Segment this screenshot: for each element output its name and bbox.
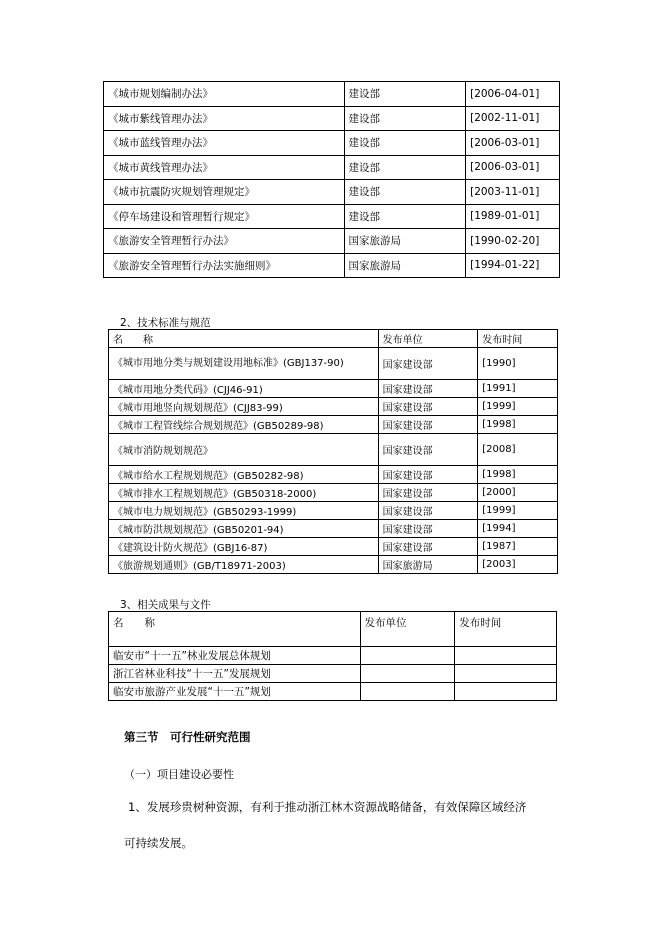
cell-date: [1994] [478, 520, 558, 538]
section-heading: 第三节 可行性研究范围 [124, 730, 251, 744]
cell-date: [1987] [478, 538, 558, 556]
section-2-caption: 2、技术标准与规范 [120, 317, 211, 329]
cell-org [360, 647, 455, 665]
table-row [104, 204, 560, 229]
cell-name: 《旅游安全管理暂行办法》 [104, 229, 345, 254]
table-row [104, 106, 560, 131]
cell-date [455, 647, 557, 665]
table-header-row [109, 330, 558, 348]
cell-org: 国家建设部 [378, 348, 478, 380]
header-date: 发布时间 [478, 330, 558, 348]
cell-org [360, 665, 455, 683]
cell-date [455, 665, 557, 683]
header-org: 发布单位 [378, 330, 478, 348]
cell-name: 《建筑设计防火规范》(GBJ16-87) [109, 538, 379, 556]
cell-org: 建设部 [344, 180, 466, 205]
cell-date: [2002-11-01] [466, 106, 560, 131]
cell-name: 《旅游安全管理暂行办法实施细则》 [104, 253, 345, 278]
table-row [109, 348, 558, 380]
table-header-row [109, 612, 557, 647]
cell-date: [2006-03-01] [466, 155, 560, 180]
cell-org: 国家旅游局 [344, 229, 466, 254]
cell-date: [1990] [478, 348, 558, 380]
table-row [109, 502, 558, 520]
cell-date: [2008] [478, 434, 558, 466]
cell-name: 《旅游规划通则》(GB/T18971-2003) [109, 556, 379, 574]
cell-org: 建设部 [344, 131, 466, 156]
cell-org: 国家旅游局 [378, 556, 478, 574]
related-documents-table [108, 611, 557, 701]
cell-date: [1990-02-20] [466, 229, 560, 254]
cell-date: [2003-11-01] [466, 180, 560, 205]
cell-name: 临安市旅游产业发展“十一五”规划 [109, 683, 361, 701]
cell-name: 《城市给水工程规划规范》(GB50282-98) [109, 466, 379, 484]
cell-org: 国家建设部 [378, 538, 478, 556]
cell-date: [2006-04-01] [466, 82, 560, 107]
cell-date: [1989-01-01] [466, 204, 560, 229]
cell-org: 国家建设部 [378, 466, 478, 484]
header-name: 名 称 [109, 612, 361, 647]
cell-name: 《城市用地分类与规划建设用地标准》(GBJ137-90) [109, 348, 379, 380]
section-3-caption: 3、相关成果与文件 [120, 599, 211, 611]
cell-org: 国家建设部 [378, 398, 478, 416]
cell-org: 国家建设部 [378, 434, 478, 466]
table-row [104, 253, 560, 278]
paragraph-line-2: 可持续发展。 [124, 836, 193, 850]
cell-date: [2006-03-01] [466, 131, 560, 156]
table-row [109, 484, 558, 502]
cell-date: [1999] [478, 502, 558, 520]
table-row [109, 416, 558, 434]
table-row [104, 82, 560, 107]
cell-org: 建设部 [344, 155, 466, 180]
cell-org [360, 683, 455, 701]
cell-name: 《停车场建设和管理暂行规定》 [104, 204, 345, 229]
table-row [109, 538, 558, 556]
table-row [109, 665, 557, 683]
cell-name: 《城市电力规划规范》(GB50293-1999) [109, 502, 379, 520]
cell-org: 国家建设部 [378, 520, 478, 538]
cell-org: 国家建设部 [378, 380, 478, 398]
standards-table [108, 329, 558, 574]
cell-name: 《城市蓝线管理办法》 [104, 131, 345, 156]
cell-name: 《城市排水工程规划规范》(GB50318-2000) [109, 484, 379, 502]
cell-date: [1998] [478, 416, 558, 434]
cell-date: [2000] [478, 484, 558, 502]
cell-date: [1998] [478, 466, 558, 484]
cell-date: [1999] [478, 398, 558, 416]
cell-org: 建设部 [344, 106, 466, 131]
table-row [109, 520, 558, 538]
cell-name: 《城市用地分类代码》(CJJ46-91) [109, 380, 379, 398]
cell-org: 国家建设部 [378, 484, 478, 502]
subheading: （一）项目建设必要性 [124, 768, 234, 781]
cell-name: 《城市工程管线综合规划规范》(GB50289-98) [109, 416, 379, 434]
cell-date: [1991] [478, 380, 558, 398]
cell-date: [1994-01-22] [466, 253, 560, 278]
table-row [104, 180, 560, 205]
table-row [109, 434, 558, 466]
cell-date [455, 683, 557, 701]
cell-name: 《城市消防规划规范》 [109, 434, 379, 466]
paragraph-line-1: 1、发展珍贵树种资源，有利于推动浙江林木资源战略储备，有效保障区域经济 [128, 800, 527, 814]
table-row [104, 155, 560, 180]
cell-name: 临安市“十一五”林业发展总体规划 [109, 647, 361, 665]
cell-date: [2003] [478, 556, 558, 574]
cell-org: 国家建设部 [378, 416, 478, 434]
table-row [109, 466, 558, 484]
cell-name: 《城市规划编制办法》 [104, 82, 345, 107]
table-row [109, 647, 557, 665]
header-date: 发布时间 [455, 612, 557, 647]
regulations-table [103, 81, 560, 278]
table-row [109, 398, 558, 416]
cell-org: 建设部 [344, 82, 466, 107]
cell-name: 《城市抗震防灾规划管理规定》 [104, 180, 345, 205]
header-org: 发布单位 [360, 612, 455, 647]
cell-org: 国家旅游局 [344, 253, 466, 278]
cell-name: 《城市紫线管理办法》 [104, 106, 345, 131]
cell-org: 国家建设部 [378, 502, 478, 520]
table-row [109, 380, 558, 398]
table-row [104, 131, 560, 156]
cell-org: 建设部 [344, 204, 466, 229]
cell-name: 《城市黄线管理办法》 [104, 155, 345, 180]
cell-name: 浙江省林业科技“十一五”发展规划 [109, 665, 361, 683]
table-row [104, 229, 560, 254]
cell-name: 《城市用地竖向规划规范》(CJJ83-99) [109, 398, 379, 416]
table-row [109, 683, 557, 701]
cell-name: 《城市防洪规划规范》(GB50201-94) [109, 520, 379, 538]
header-name: 名 称 [109, 330, 379, 348]
table-row [109, 556, 558, 574]
